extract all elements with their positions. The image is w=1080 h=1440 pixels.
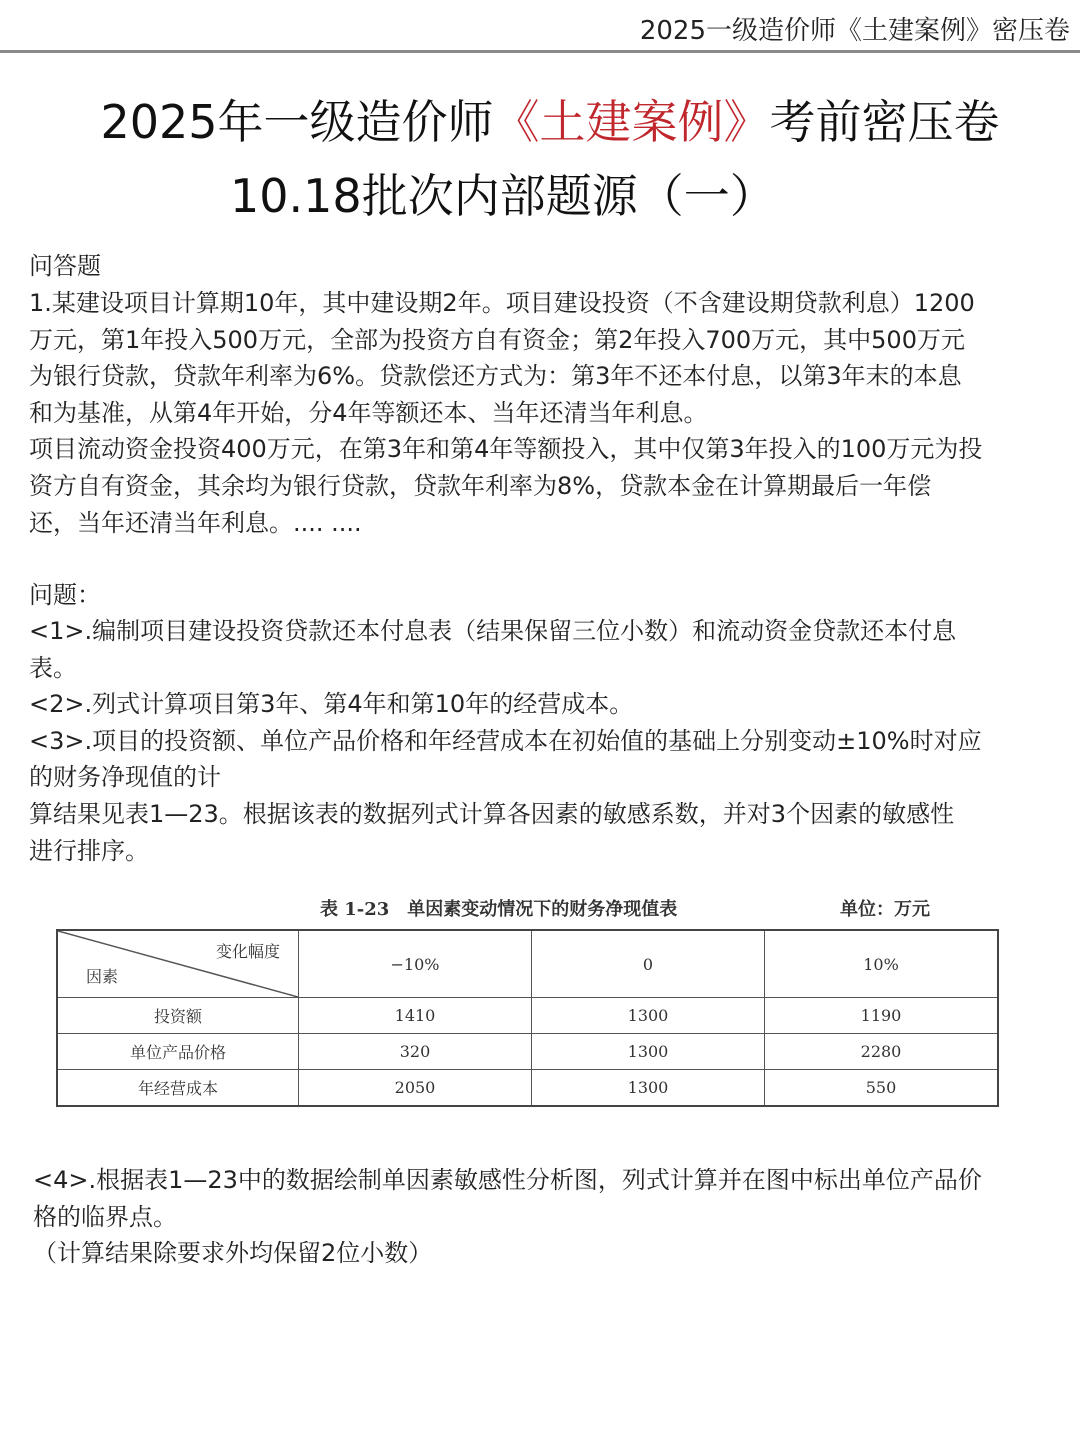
table-header-row [57, 930, 998, 998]
table-cell: 1300 [532, 998, 765, 1034]
table-row [57, 1070, 998, 1107]
table-cell: 1410 [299, 998, 532, 1034]
questions-text: <1>.编制项目建设投资贷款还本付息表（结果保留三位小数）和流动资金贷款还本付息 表。 <2>.列式计算项目第3年、第4年和第10年的经营成本。 <3>.项目的投资额、单位产品价格和年经营成本在初始值的基础上分别变动±10%时对应 的财务净现值的计 算结果见表1—23。根据该表的数据列式计算各因素的敏感系数，并对3个因素的敏感性 进行排序。 [29, 617, 982, 865]
page-title [0, 86, 1080, 152]
table-cell: 1190 [765, 998, 999, 1034]
table-row-label: 投资额 [57, 998, 299, 1034]
corner-bottom-label: 因素 [86, 967, 119, 986]
table-cell: 1300 [532, 1034, 765, 1070]
table-corner-cell [57, 930, 299, 998]
question-4-text: <4>.根据表1—23中的数据绘制单因素敏感性分析图，列式计算并在图中标出单位产品价 格的临界点。 （计算结果除要求外均保留2位小数） [33, 1166, 982, 1268]
table-row [57, 1034, 998, 1070]
table-cell: 320 [299, 1034, 532, 1070]
title-prefix: 2025年一级造价师 [100, 95, 494, 149]
section-label: 问答题 [29, 252, 101, 280]
table-unit: 单位：万元 [840, 899, 930, 920]
page-header [0, 0, 1080, 53]
table-header-cell: 10% [765, 930, 999, 998]
table-cell: 2050 [299, 1070, 532, 1107]
corner-top-label: 变化幅度 [215, 942, 280, 961]
table-row [57, 998, 998, 1034]
table-row-label: 单位产品价格 [57, 1034, 299, 1070]
table-cell: 550 [765, 1070, 999, 1107]
table-header-cell: −10% [299, 930, 532, 998]
table-cell: 2280 [765, 1034, 999, 1070]
questions-label: 问题： [29, 581, 101, 609]
table-header-cell: 0 [532, 930, 765, 998]
header-title: 2025一级造价师《土建案例》密压卷 [639, 16, 1070, 46]
title-highlight: 《土建案例》 [493, 95, 770, 149]
table-row-label: 年经营成本 [57, 1070, 299, 1107]
title-suffix: 考前密压卷 [769, 95, 1000, 149]
page-subtitle: 10.18批次内部题源（一） [230, 169, 776, 223]
sensitivity-table [56, 929, 999, 1107]
table-cell: 1300 [532, 1070, 765, 1107]
question-text: 1.某建设项目计算期10年，其中建设期2年。项目建设投资（不含建设期贷款利息）1200 万元，第1年投入500万元，全部为投资方自有资金；第2年投入700万元，其中500万元 为银行贷款，贷款年利率为6%。贷款偿还方式为：第3年不还本付息，以第3年末的本息 和为基准，从第4年开始，分4年等额还本、当年还清当年利息。 项目流动资金投资400万元，在第3年和第4年等额投入，其中仅第3年投入的100万元为投 资方自有资金，其余均为银行贷款，贷款年利率为8%，贷款本金在计算期最后一年偿 还，当年还清当年利息。.... .... [29, 289, 983, 537]
table-caption: 表 1-23 单因素变动情况下的财务净现值表 [320, 899, 678, 920]
